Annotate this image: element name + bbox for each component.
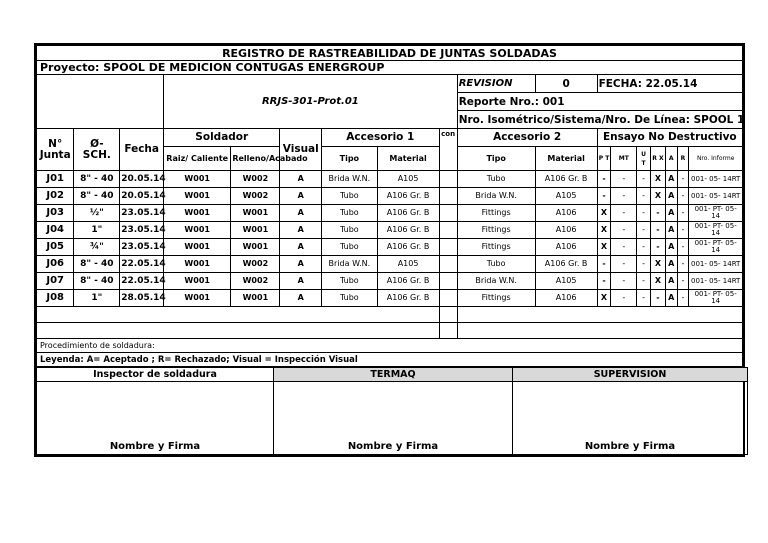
col-junta: N° Junta <box>37 129 74 171</box>
cell-visual: A <box>280 273 322 290</box>
cell-mat2: A106 <box>535 222 597 239</box>
cell-con <box>439 256 457 273</box>
cell-con <box>439 188 457 205</box>
cell-ut: - <box>637 273 651 290</box>
cell-a: A <box>665 171 677 188</box>
cell-mt: - <box>611 290 637 307</box>
col-tipo-1: Tipo <box>322 147 378 171</box>
termaq-header: TERMAQ <box>274 368 513 382</box>
cell-relleno: W002 <box>231 171 280 188</box>
cell-fecha: 20.05.14 <box>120 188 164 205</box>
cell-ut: - <box>637 256 651 273</box>
cell-ut: - <box>637 171 651 188</box>
cell-raiz: W001 <box>164 239 231 256</box>
cell-visual: A <box>280 290 322 307</box>
col-ut: U T <box>637 147 651 171</box>
cell-mat2: A106 Gr. B <box>535 256 597 273</box>
cell-tipo1: Tubo <box>322 188 378 205</box>
cell-sch: 1" <box>74 290 120 307</box>
cell-r: - <box>677 239 689 256</box>
cell-con <box>439 222 457 239</box>
cell-pt: - <box>597 273 611 290</box>
cell-fecha: 22.05.14 <box>120 256 164 273</box>
cell-mat1: A106 Gr. B <box>377 222 439 239</box>
cell-informe: 001- 05- 14RT <box>689 188 743 205</box>
cell-con <box>439 273 457 290</box>
cell-sch: 8" - 40 <box>74 188 120 205</box>
cell-junta: J05 <box>37 239 74 256</box>
cell-mt: - <box>611 256 637 273</box>
cell-relleno: W002 <box>231 188 280 205</box>
empty-row <box>37 307 440 323</box>
cell-ut: - <box>637 290 651 307</box>
col-informe: Nro. Informe <box>689 147 743 171</box>
cell-r: - <box>677 222 689 239</box>
cell-junta: J01 <box>37 171 74 188</box>
termaq-signature: Nombre y Firma <box>274 382 513 455</box>
cell-rx: - <box>650 239 665 256</box>
cell-mt: - <box>611 239 637 256</box>
cell-mt: - <box>611 188 637 205</box>
cell-mat1: A105 <box>377 256 439 273</box>
cell-mat2: A106 <box>535 290 597 307</box>
cell-rx: X <box>650 273 665 290</box>
table-row <box>37 256 743 273</box>
cell-relleno: W002 <box>231 256 280 273</box>
cell-rx: - <box>650 222 665 239</box>
cell-a: A <box>665 239 677 256</box>
cell-raiz: W001 <box>164 205 231 222</box>
cell-ut: - <box>637 239 651 256</box>
cell-mat2: A105 <box>535 188 597 205</box>
cell-pt: X <box>597 222 611 239</box>
cell-mat1: A106 Gr. B <box>377 273 439 290</box>
cell-visual: A <box>280 171 322 188</box>
col-material-1: Material <box>377 147 439 171</box>
cell-r: - <box>677 188 689 205</box>
header-blank-left <box>37 75 164 129</box>
form-table <box>36 45 743 367</box>
cell-a: A <box>665 290 677 307</box>
cell-pt: X <box>597 205 611 222</box>
cell-junta: J08 <box>37 290 74 307</box>
cell-informe: 001- 05- 14RT <box>689 256 743 273</box>
col-material-2: Material <box>535 147 597 171</box>
cell-rx: - <box>650 290 665 307</box>
cell-tipo1: Brida W.N. <box>322 256 378 273</box>
cell-r: - <box>677 273 689 290</box>
cell-visual: A <box>280 256 322 273</box>
cell-sch: 8" - 40 <box>74 273 120 290</box>
col-end: Ensayo No Destructivo <box>597 129 742 147</box>
col-fecha: Fecha <box>120 129 164 171</box>
cell-relleno: W001 <box>231 205 280 222</box>
cell-sch: ¾" <box>74 239 120 256</box>
cell-r: - <box>677 171 689 188</box>
weld-rows <box>37 171 743 307</box>
welding-procedure: Procedimiento de soldadura: <box>37 339 743 353</box>
cell-fecha: 28.05.14 <box>120 290 164 307</box>
cell-r: - <box>677 256 689 273</box>
cell-fecha: 22.05.14 <box>120 273 164 290</box>
cell-mat2: A106 Gr. B <box>535 171 597 188</box>
cell-tipo2: Tubo <box>457 171 535 188</box>
col-a: A <box>665 147 677 171</box>
col-visual: Visual <box>280 129 322 171</box>
col-raiz: Raiz/ Caliente <box>164 147 231 171</box>
table-row <box>37 222 743 239</box>
cell-fecha: 23.05.14 <box>120 205 164 222</box>
cell-mat2: A106 <box>535 239 597 256</box>
cell-informe: 001- 05- 14RT <box>689 273 743 290</box>
cell-ut: - <box>637 205 651 222</box>
cell-raiz: W001 <box>164 290 231 307</box>
inspector-signature: Nombre y Firma <box>37 382 274 455</box>
cell-a: A <box>665 273 677 290</box>
cell-mat1: A106 Gr. B <box>377 188 439 205</box>
cell-tipo2: Brida W.N. <box>457 188 535 205</box>
cell-sch: 8" - 40 <box>74 171 120 188</box>
legend: Leyenda: A= Aceptado ; R= Rechazado; Visual = Inspección Visual <box>37 353 743 367</box>
cell-tipo2: Tubo <box>457 256 535 273</box>
cell-tipo1: Brida W.N. <box>322 171 378 188</box>
cell-fecha: 23.05.14 <box>120 239 164 256</box>
cell-pt: - <box>597 188 611 205</box>
table-row <box>37 205 743 222</box>
col-mt: MT <box>611 147 637 171</box>
empty-cell <box>439 307 457 323</box>
cell-rx: X <box>650 256 665 273</box>
cell-a: A <box>665 222 677 239</box>
table-row <box>37 239 743 256</box>
cell-rx: X <box>650 171 665 188</box>
col-pt: P T <box>597 147 611 171</box>
cell-mat2: A105 <box>535 273 597 290</box>
cell-con <box>439 239 457 256</box>
cell-mt: - <box>611 222 637 239</box>
cell-tipo2: Fittings <box>457 205 535 222</box>
supervision-header: SUPERVISION <box>513 368 748 382</box>
cell-fecha: 20.05.14 <box>120 171 164 188</box>
cell-r: - <box>677 290 689 307</box>
cell-visual: A <box>280 239 322 256</box>
cell-relleno: W001 <box>231 290 280 307</box>
cell-raiz: W001 <box>164 256 231 273</box>
table-row <box>37 171 743 188</box>
revision-value: 0 <box>535 75 597 93</box>
document-code: RRJS-301-Prot.01 <box>164 75 458 129</box>
cell-sch: 8" - 40 <box>74 256 120 273</box>
cell-pt: - <box>597 171 611 188</box>
table-row <box>37 188 743 205</box>
cell-junta: J02 <box>37 188 74 205</box>
cell-mt: - <box>611 171 637 188</box>
cell-a: A <box>665 188 677 205</box>
cell-junta: J06 <box>37 256 74 273</box>
col-relleno: Relleno/Acabado <box>231 147 280 171</box>
cell-r: - <box>677 205 689 222</box>
cell-mt: - <box>611 273 637 290</box>
empty-row <box>37 323 440 339</box>
cell-sch: ½" <box>74 205 120 222</box>
project-name: Proyecto: SPOOL DE MEDICION CONTUGAS ENERGROUP <box>37 61 743 75</box>
table-row <box>37 273 743 290</box>
revision-label: REVISION <box>457 75 535 93</box>
cell-raiz: W001 <box>164 273 231 290</box>
cell-junta: J07 <box>37 273 74 290</box>
table-row <box>37 290 743 307</box>
weld-traceability-form <box>34 43 745 457</box>
inspector-header: Inspector de soldadura <box>37 368 274 382</box>
col-tipo-2: Tipo <box>457 147 535 171</box>
cell-rx: X <box>650 188 665 205</box>
cell-tipo2: Fittings <box>457 290 535 307</box>
cell-relleno: W002 <box>231 273 280 290</box>
cell-ut: - <box>637 188 651 205</box>
cell-visual: A <box>280 188 322 205</box>
cell-informe: 001- PT- 05- 14 <box>689 290 743 307</box>
cell-junta: J03 <box>37 205 74 222</box>
cell-raiz: W001 <box>164 188 231 205</box>
cell-mt: - <box>611 205 637 222</box>
supervision-signature: Nombre y Firma <box>513 382 748 455</box>
cell-visual: A <box>280 222 322 239</box>
cell-relleno: W001 <box>231 239 280 256</box>
cell-ut: - <box>637 222 651 239</box>
cell-mat1: A105 <box>377 171 439 188</box>
cell-tipo1: Tubo <box>322 222 378 239</box>
col-con: con <box>439 129 457 171</box>
signature-table <box>36 367 748 455</box>
cell-a: A <box>665 205 677 222</box>
cell-tipo2: Brida W.N. <box>457 273 535 290</box>
line-number: Nro. Isométrico/Sistema/Nro. De Línea: SPOOL 1 <box>457 111 742 129</box>
cell-relleno: W001 <box>231 222 280 239</box>
cell-tipo2: Fittings <box>457 239 535 256</box>
col-accesorio-2: Accesorio 2 <box>457 129 597 147</box>
cell-con <box>439 290 457 307</box>
report-number: Reporte Nro.: 001 <box>457 93 742 111</box>
cell-sch: 1" <box>74 222 120 239</box>
col-sch: Ø- SCH. <box>74 129 120 171</box>
cell-a: A <box>665 256 677 273</box>
cell-pt: X <box>597 239 611 256</box>
cell-pt: X <box>597 290 611 307</box>
cell-informe: 001- PT- 05- 14 <box>689 222 743 239</box>
cell-tipo2: Fittings <box>457 222 535 239</box>
cell-pt: - <box>597 256 611 273</box>
cell-tipo1: Tubo <box>322 205 378 222</box>
cell-mat1: A106 Gr. B <box>377 239 439 256</box>
cell-mat1: A106 Gr. B <box>377 290 439 307</box>
cell-visual: A <box>280 205 322 222</box>
cell-fecha: 23.05.14 <box>120 222 164 239</box>
col-r: R <box>677 147 689 171</box>
cell-con <box>439 171 457 188</box>
cell-tipo1: Tubo <box>322 290 378 307</box>
cell-mat1: A106 Gr. B <box>377 205 439 222</box>
cell-con <box>439 205 457 222</box>
cell-informe: 001- PT- 05- 14 <box>689 205 743 222</box>
cell-mat2: A106 <box>535 205 597 222</box>
date-field: FECHA: 22.05.14 <box>597 75 742 93</box>
cell-rx: - <box>650 205 665 222</box>
cell-raiz: W001 <box>164 171 231 188</box>
col-accesorio-1: Accesorio 1 <box>322 129 439 147</box>
form-title: REGISTRO DE RASTREABILIDAD DE JUNTAS SOLDADAS <box>37 46 743 61</box>
empty-cell <box>457 307 742 323</box>
col-soldador: Soldador <box>164 129 280 147</box>
cell-raiz: W001 <box>164 222 231 239</box>
cell-informe: 001- PT- 05- 14 <box>689 239 743 256</box>
cell-tipo1: Tubo <box>322 273 378 290</box>
cell-tipo1: Tubo <box>322 239 378 256</box>
empty-cell <box>439 323 457 339</box>
cell-junta: J04 <box>37 222 74 239</box>
cell-informe: 001- 05- 14RT <box>689 171 743 188</box>
col-rx: R X <box>650 147 665 171</box>
empty-cell <box>457 323 742 339</box>
